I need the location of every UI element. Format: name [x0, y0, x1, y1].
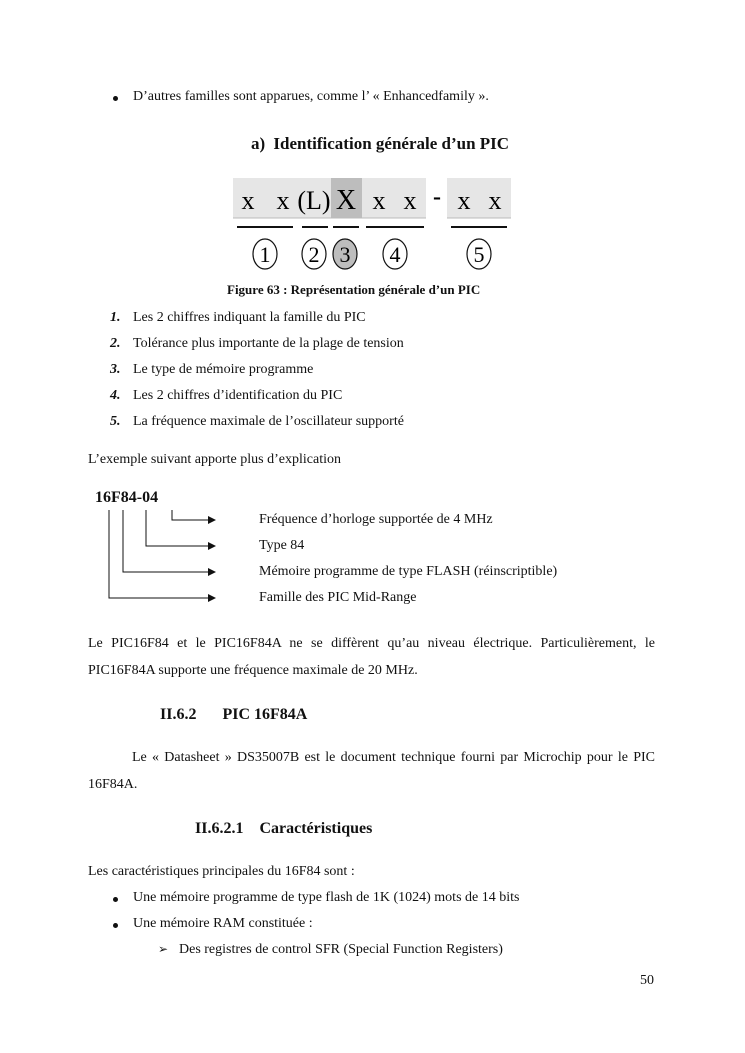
list-number: 3. [110, 362, 121, 377]
list-number: 1. [110, 310, 121, 325]
arrow-memory [123, 510, 215, 572]
characteristic-item: Une mémoire programme de type flash de 1K (1024) mots de 14 bits [133, 890, 520, 905]
example-explanation: Fréquence d’horloge supportée de 4 MHz [259, 512, 493, 527]
section-heading-2621 [195, 820, 372, 838]
code-char: (L) [297, 186, 331, 215]
sub-item: Des registres de control SFR (Special Function Registers) [179, 942, 503, 957]
paragraph-difference: Le PIC16F84 et le PIC16F84A ne se diffèrent qu’au niveau électrique. Particulièrement, le PIC16F84A supporte une fréquence maximale de 20 MHz. [88, 636, 655, 678]
code-char: x [276, 186, 290, 215]
code-char: x [372, 186, 386, 215]
heading-number: II.6.2 [160, 706, 197, 723]
list-number: 5. [110, 414, 121, 429]
example-explanation: Type 84 [259, 538, 305, 553]
arrow-frequency [172, 510, 215, 520]
figure-caption: Figure 63 : Représentation générale d’un PIC [227, 282, 481, 297]
circle-number: 5 [473, 242, 485, 267]
example-explanation: Famille des PIC Mid-Range [259, 590, 417, 605]
code-char: x [457, 186, 471, 215]
arrow-family [109, 510, 215, 598]
arrow-type [146, 510, 215, 546]
heading-title: Caractéristiques [259, 820, 373, 837]
bullet-icon [113, 923, 118, 928]
paragraph-datasheet [88, 744, 655, 798]
example-intro: L’exemple suivant apporte plus d’explication [88, 452, 341, 467]
list-item: Tolérance plus importante de la plage de tension [133, 336, 404, 351]
code-char: x [241, 186, 255, 215]
code-char: X [335, 185, 357, 216]
paragraph-datasheet-text: Le « Datasheet » DS35007B est le document technique fourni par Microchip pour le PIC 16F84A. [88, 750, 655, 792]
section-a-title: Identification générale d’un PIC [273, 134, 510, 153]
list-item: Les 2 chiffres d’identification du PIC [133, 388, 343, 403]
top-bullet-text: D’autres familles sont apparues, comme l’ « Enhancedfamily ». [133, 89, 489, 104]
circle-number: 3 [339, 242, 351, 267]
code-dash: - [433, 184, 441, 210]
list-number: 2. [110, 336, 121, 351]
code-char: x [488, 186, 502, 215]
list-item: Le type de mémoire programme [133, 362, 314, 377]
circle-number: 1 [259, 242, 271, 267]
example-code: 16F84-04 [95, 489, 159, 506]
list-number: 4. [110, 388, 121, 403]
bullet-icon [113, 96, 118, 101]
characteristics-intro: Les caractéristiques principales du 16F84 sont : [88, 864, 355, 879]
list-item: La fréquence maximale de l’oscillateur supporté [133, 414, 404, 429]
code-char: x [403, 186, 417, 215]
page-number: 50 [640, 973, 654, 988]
section-a-label: a) [251, 134, 266, 153]
heading-title: PIC 16F84A [222, 706, 308, 723]
heading-number: II.6.2.1 [195, 820, 244, 837]
bullet-icon [113, 897, 118, 902]
characteristic-item: Une mémoire RAM constituée : [133, 916, 313, 931]
section-a-heading [251, 134, 509, 154]
example-explanation: Mémoire programme de type FLASH (réinscriptible) [259, 564, 558, 579]
list-item: Les 2 chiffres indiquant la famille du PIC [133, 310, 366, 325]
circle-number: 2 [308, 242, 320, 267]
arrow-bullet-icon: ➢ [158, 942, 169, 956]
section-heading-262 [160, 706, 307, 724]
circle-number: 4 [389, 242, 401, 267]
